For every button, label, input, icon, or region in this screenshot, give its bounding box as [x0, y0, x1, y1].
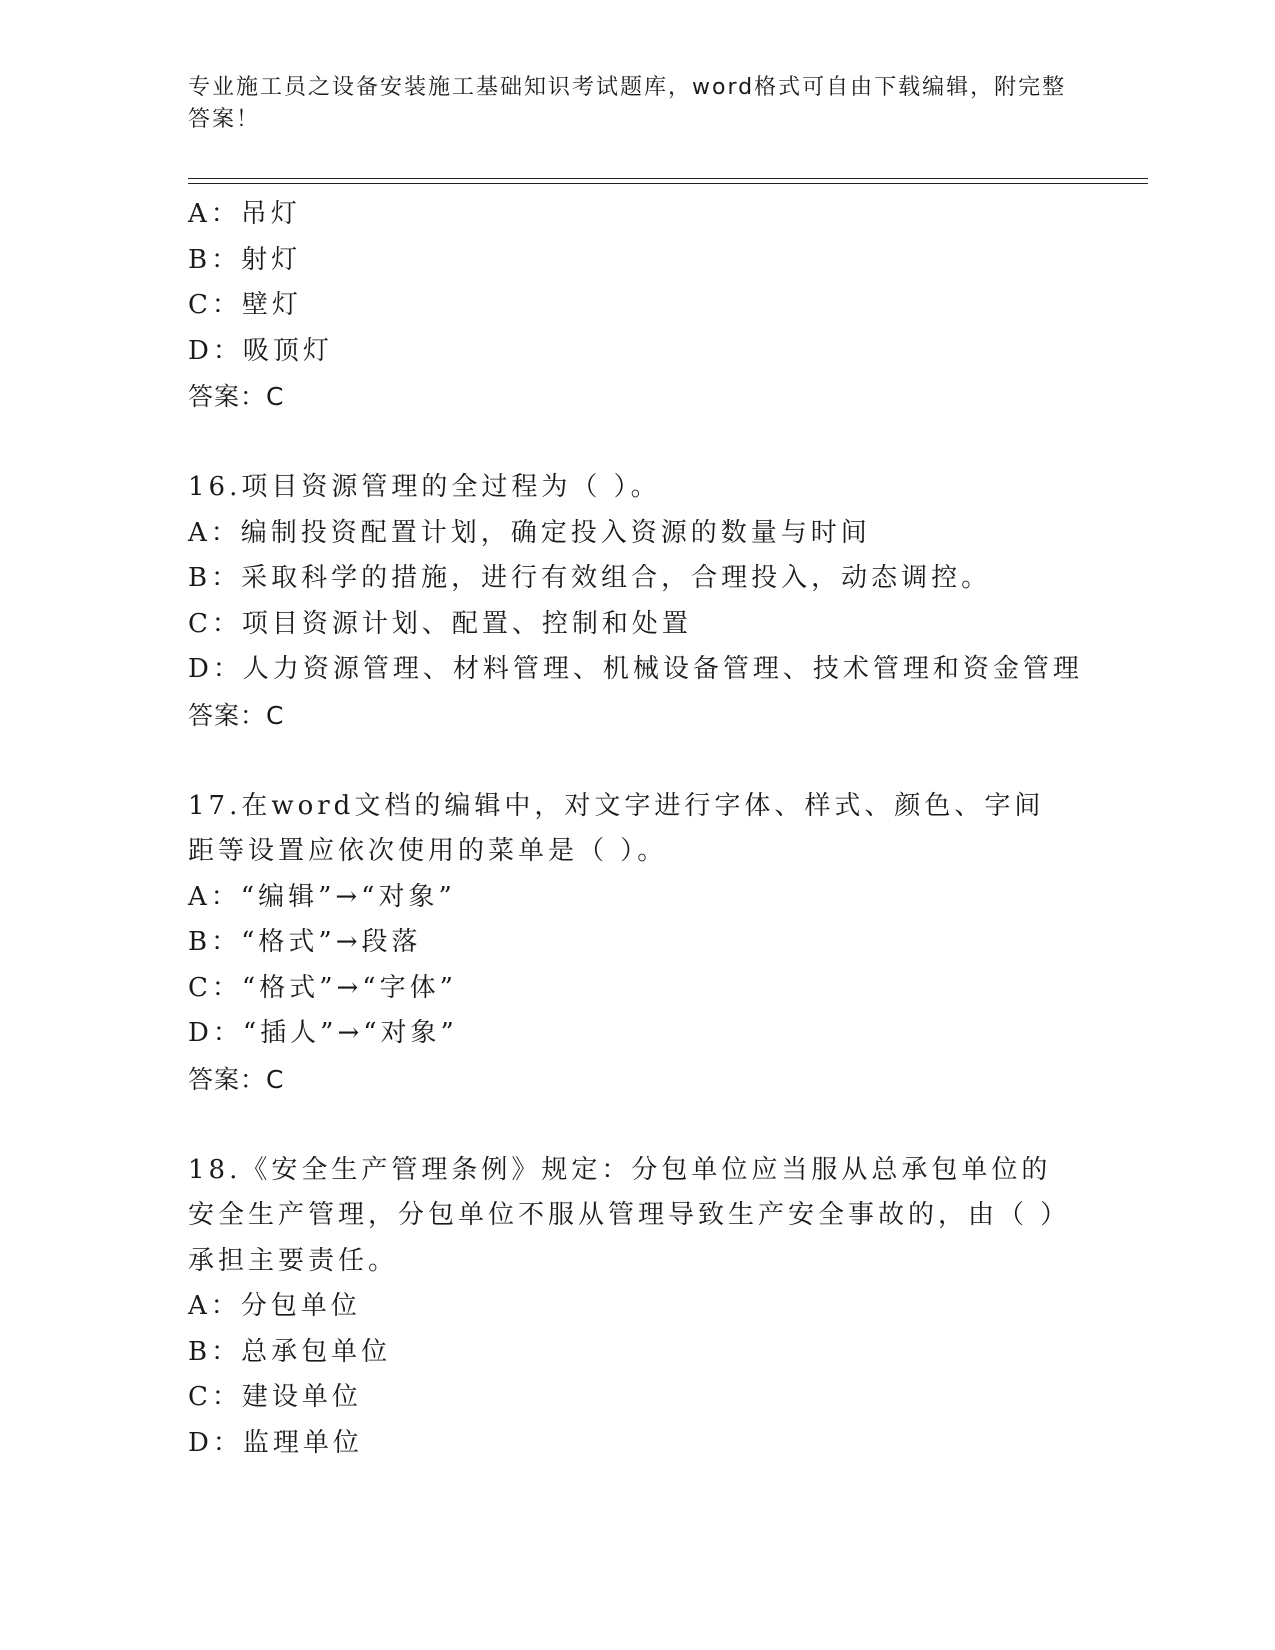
option-text: 项目资源计划、配置、控制和处置: [241, 608, 692, 639]
option-text: 射灯: [241, 244, 302, 275]
option-letter: D：: [188, 335, 243, 366]
option-c: [188, 966, 1088, 1012]
option-letter: A：: [188, 517, 241, 548]
page-header-title: 专业施工员之设备安装施工基础知识考试题库，word格式可自由下载编辑，附完整答案！: [188, 75, 1067, 132]
option-text: 编制投资配置计划，确定投入资源的数量与时间: [240, 517, 871, 548]
option-text: “编辑”→“对象”: [240, 881, 456, 912]
option-text: 分包单位: [240, 1291, 361, 1321]
option-b: [188, 556, 1088, 602]
option-letter: C：: [188, 608, 242, 639]
option-d: [188, 1421, 1088, 1467]
option-b: [188, 920, 1088, 966]
spacer: [188, 1102, 1088, 1148]
option-b: [188, 1330, 1088, 1376]
option-text: 采取科学的措施，进行有效组合，合理投入，动态调控。: [241, 563, 992, 593]
option-text: “格式”→段落: [241, 927, 422, 957]
option-d: [188, 1011, 1088, 1057]
header-rule-top: [188, 178, 1148, 179]
option-letter: B：: [188, 563, 242, 593]
option-text: 吊灯: [240, 199, 301, 229]
option-c: [188, 283, 1088, 329]
question-stem: 17.在word文档的编辑中，对文字进行字体、样式、颜色、字间距等设置应依次使用的菜单是（ ）。: [188, 790, 1045, 866]
question-stem: 16.项目资源管理的全过程为（ ）。: [188, 472, 661, 502]
spacer: [188, 420, 1088, 466]
option-text: 总承包单位: [241, 1336, 392, 1367]
option-text: “格式”→“字体”: [241, 972, 457, 1003]
option-d: [188, 329, 1088, 375]
option-letter: C：: [188, 972, 242, 1003]
question-18: [188, 1148, 1088, 1467]
prev-question: [188, 192, 1088, 420]
header-rule-bottom: [188, 183, 1148, 184]
option-text: 吸顶灯: [242, 335, 333, 366]
option-text: 人力资源管理、材料管理、机械设备管理、技术管理和资金管理: [242, 654, 1083, 684]
option-letter: B：: [188, 927, 242, 957]
option-text: 监理单位: [242, 1427, 363, 1458]
option-a: [188, 511, 1088, 557]
answer-line: 答案：C: [188, 382, 285, 411]
option-text: “插人”→“对象”: [242, 1018, 458, 1048]
option-letter: D：: [188, 654, 243, 684]
answer-line: 答案：C: [188, 1064, 285, 1094]
option-d: [188, 647, 1088, 693]
option-c: [188, 602, 1088, 648]
option-letter: B：: [188, 1336, 242, 1367]
option-c: [188, 1375, 1088, 1421]
option-letter: C：: [188, 1382, 242, 1412]
option-letter: D：: [188, 1427, 243, 1458]
option-letter: A：: [188, 881, 241, 912]
option-b: [188, 238, 1088, 284]
option-text: 壁灯: [241, 290, 302, 320]
option-a: [188, 875, 1088, 921]
question-16: [188, 465, 1088, 738]
option-letter: A：: [188, 199, 241, 229]
answer-line: 答案：C: [188, 700, 285, 730]
option-letter: C：: [188, 290, 242, 320]
option-a: [188, 192, 1088, 238]
option-letter: A：: [188, 1291, 241, 1321]
question-stem: 18.《安全生产管理条例》规定：分包单位应当服从总承包单位的安全生产管理，分包单位不服从管理导致生产安全事故的，由（ ）承担主要责任。: [188, 1154, 1058, 1276]
question-17: [188, 784, 1088, 1103]
option-letter: B：: [188, 244, 242, 275]
question-content: [188, 192, 1088, 1466]
option-letter: D：: [188, 1018, 243, 1048]
option-text: 建设单位: [241, 1382, 362, 1412]
spacer: [188, 738, 1088, 784]
option-a: [188, 1284, 1088, 1330]
